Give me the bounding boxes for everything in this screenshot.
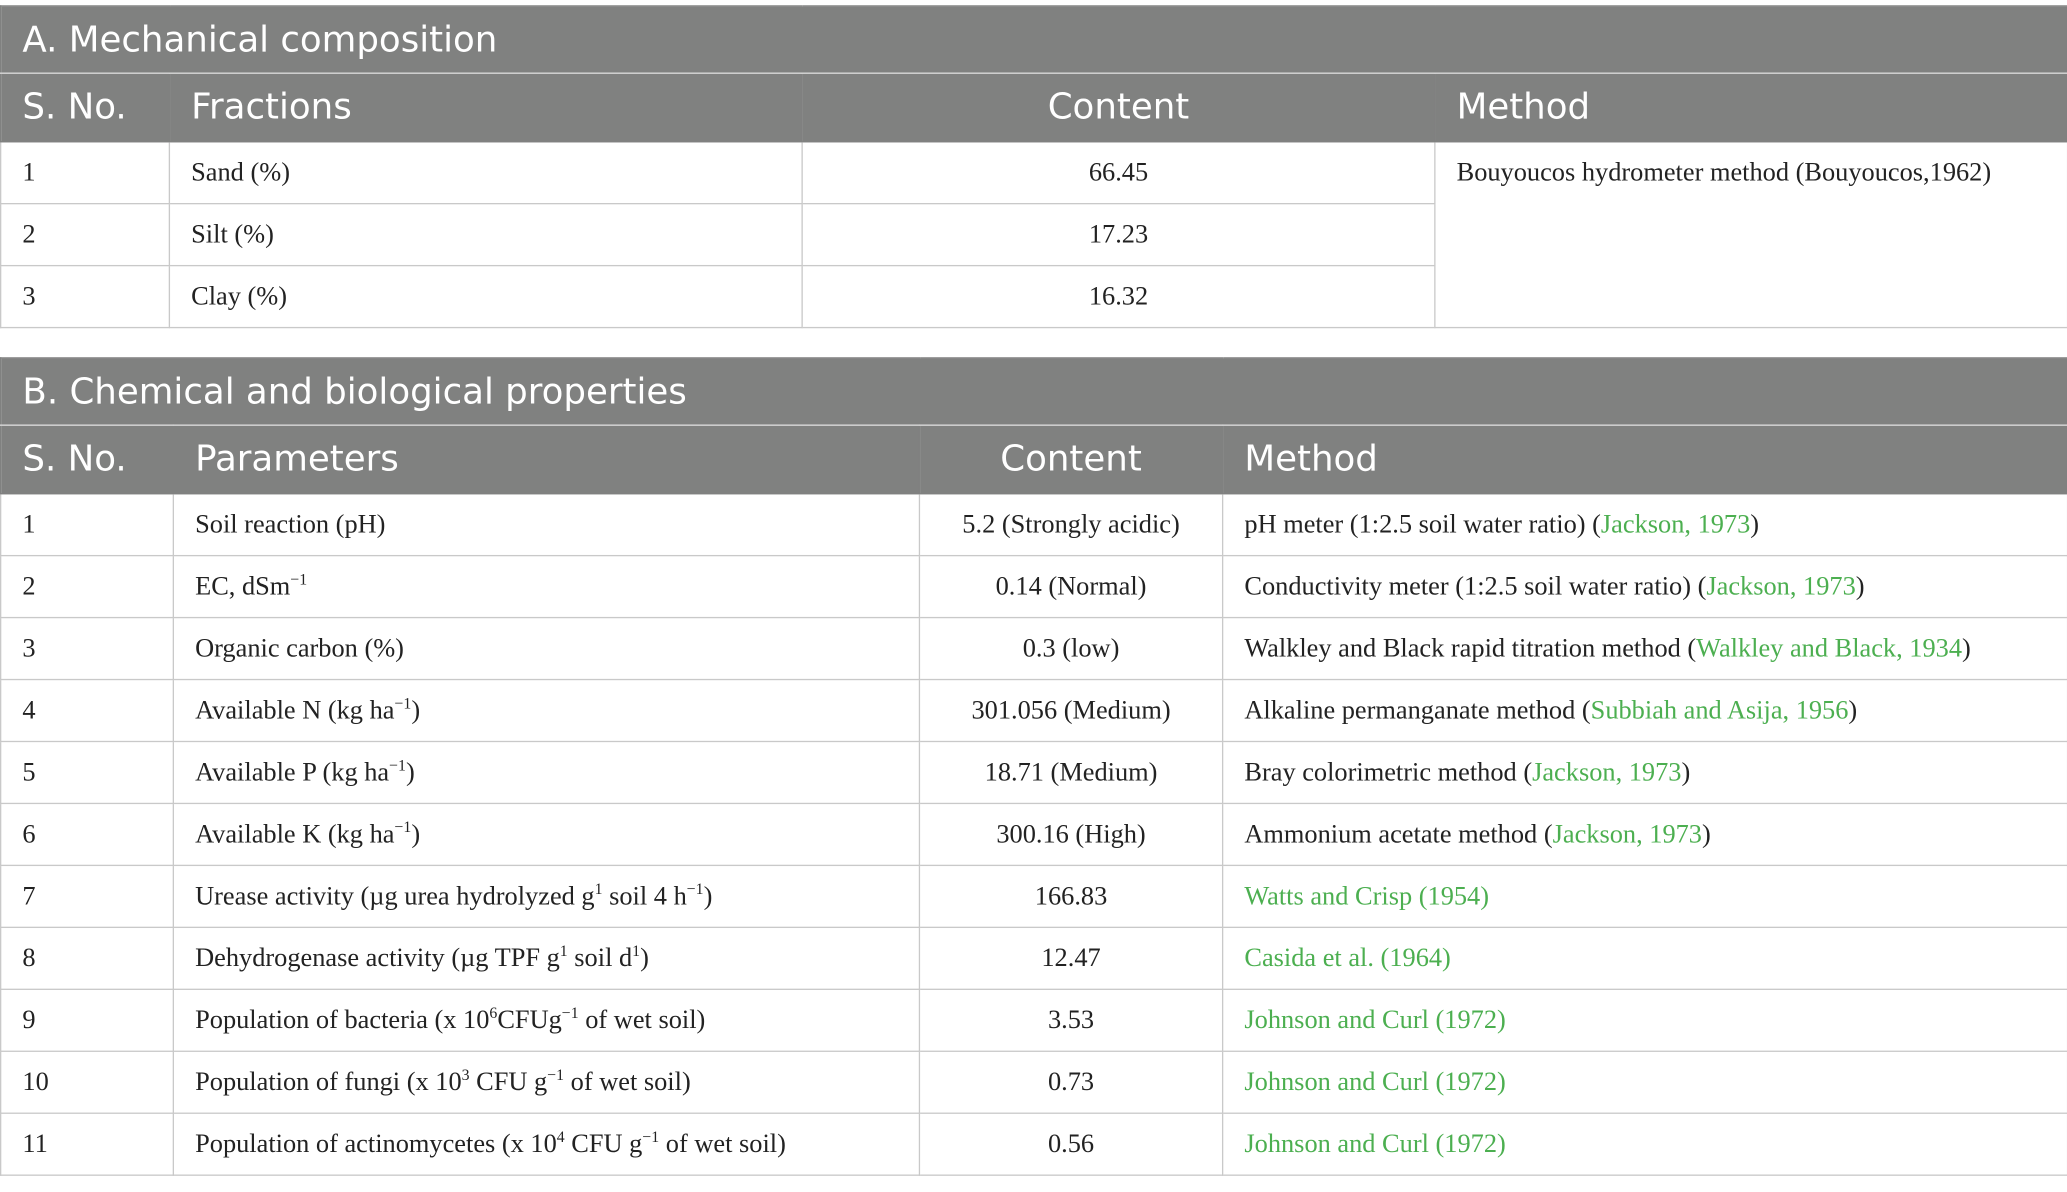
cell-parameter xyxy=(173,927,919,989)
citation-link[interactable]: Casida et al. (1964) xyxy=(1244,943,1451,973)
cell-content: 18.71 (Medium) xyxy=(919,741,1222,803)
param-text-end: ) xyxy=(703,881,713,911)
cell-content: 301.056 (Medium) xyxy=(919,680,1222,742)
cell-method: Bouyoucos hydrometer method (Bouyoucos,1962) xyxy=(1435,142,2067,328)
param-superscript: −1 xyxy=(290,569,308,588)
cell-content: 17.23 xyxy=(802,204,1435,266)
cell-content: 3.53 xyxy=(919,989,1222,1051)
cell-fraction: Silt (%) xyxy=(169,204,802,266)
citation-link[interactable]: Jackson, 1973 xyxy=(1706,571,1856,601)
header-method: Method xyxy=(1435,73,2067,142)
method-text-end: ) xyxy=(1962,633,1971,663)
header-parameters: Parameters xyxy=(173,425,919,494)
table-row xyxy=(1,142,2067,204)
citation-link[interactable]: Johnson and Curl (1972) xyxy=(1244,1067,1506,1097)
param-superscript: −1 xyxy=(394,817,412,836)
cell-method xyxy=(1223,865,2067,927)
param-superscript: −1 xyxy=(389,755,406,774)
cell-content: 16.32 xyxy=(802,266,1435,328)
cell-parameter xyxy=(173,865,919,927)
method-text: pH meter (1:2.5 soil water ratio) ( xyxy=(1244,509,1601,539)
cell-method xyxy=(1223,1113,2067,1175)
header-content: Content xyxy=(919,425,1222,494)
table-row xyxy=(1,1051,2067,1113)
table-row xyxy=(1,1113,2067,1175)
method-text: Ammonium acetate method ( xyxy=(1244,819,1553,849)
section-a-title: A. Mechanical composition xyxy=(1,6,2067,73)
cell-sno: 2 xyxy=(1,204,170,266)
cell-method xyxy=(1223,927,2067,989)
citation-link[interactable]: Watts and Crisp (1954) xyxy=(1244,881,1490,911)
param-superscript: 4 xyxy=(556,1126,565,1146)
cell-parameter: Organic carbon (%) xyxy=(173,618,919,680)
param-text-end: ) xyxy=(405,757,415,787)
param-superscript: −1 xyxy=(394,693,412,712)
param-text: Population of fungi (x 10 xyxy=(195,1067,462,1097)
header-method: Method xyxy=(1223,425,2067,494)
cell-content: 66.45 xyxy=(802,142,1435,204)
param-superscript: 3 xyxy=(461,1064,470,1084)
citation-link[interactable]: Johnson and Curl (1972) xyxy=(1244,1129,1506,1159)
citation-link[interactable]: Subbiah and Asija, 1956 xyxy=(1590,695,1849,725)
cell-sno: 1 xyxy=(1,494,174,556)
param-superscript: −1 xyxy=(547,1064,565,1084)
cell-parameter xyxy=(173,803,919,865)
section-b-title: B. Chemical and biological properties xyxy=(1,358,2067,425)
cell-content: 0.3 (low) xyxy=(919,618,1222,680)
table-row xyxy=(1,556,2067,618)
cell-content: 166.83 xyxy=(919,865,1222,927)
cell-parameter xyxy=(173,989,919,1051)
param-text: Available N (kg ha xyxy=(195,695,395,725)
table-row xyxy=(1,741,2067,803)
param-text-end: of wet soil) xyxy=(659,1129,786,1159)
header-content: Content xyxy=(802,73,1435,142)
cell-parameter xyxy=(173,680,919,742)
param-text-mid: CFU g xyxy=(469,1067,548,1097)
param-text: Available K (kg ha xyxy=(195,819,395,849)
cell-content: 300.16 (High) xyxy=(919,803,1222,865)
param-text-mid: soil 4 h xyxy=(602,881,687,911)
cell-content: 5.2 (Strongly acidic) xyxy=(919,494,1222,556)
param-text-mid: soil d xyxy=(567,943,633,973)
param-text: Population of actinomycetes (x 10 xyxy=(195,1129,557,1159)
cell-method xyxy=(1223,1051,2067,1113)
method-text: Alkaline permanganate method ( xyxy=(1244,695,1591,725)
cell-content: 0.73 xyxy=(919,1051,1222,1113)
method-text-end: ) xyxy=(1855,571,1865,601)
param-text: Urease activity (µg urea hydrolyzed g xyxy=(195,881,595,911)
cell-fraction: Sand (%) xyxy=(169,142,802,204)
method-text-end: ) xyxy=(1702,819,1711,849)
param-superscript: −1 xyxy=(561,1002,579,1022)
citation-link[interactable]: Johnson and Curl (1972) xyxy=(1244,1005,1506,1035)
table-mechanical-composition xyxy=(0,5,2067,328)
cell-sno: 1 xyxy=(1,142,170,204)
cell-method xyxy=(1223,680,2067,742)
header-sno: S. No. xyxy=(1,73,170,142)
cell-fraction: Clay (%) xyxy=(169,266,802,328)
method-text-end: ) xyxy=(1681,757,1691,787)
cell-sno: 8 xyxy=(1,927,174,989)
param-text: Available P (kg ha xyxy=(195,757,390,787)
cell-sno: 10 xyxy=(1,1051,174,1113)
cell-method xyxy=(1223,803,2067,865)
method-text-end: ) xyxy=(1750,509,1760,539)
cell-content: 0.14 (Normal) xyxy=(919,556,1222,618)
table-row xyxy=(1,680,2067,742)
method-text: Bray colorimetric method ( xyxy=(1244,757,1533,787)
param-text-end: ) xyxy=(411,695,421,725)
table-row xyxy=(1,989,2067,1051)
param-superscript: 1 xyxy=(559,940,568,960)
param-superscript: −1 xyxy=(642,1126,660,1146)
param-text: Population of bacteria (x 10 xyxy=(195,1005,490,1035)
cell-parameter xyxy=(173,1051,919,1113)
table-row xyxy=(1,927,2067,989)
cell-method xyxy=(1223,556,2067,618)
param-text-end: ) xyxy=(411,819,421,849)
method-text-end: ) xyxy=(1848,695,1858,725)
param-text-end: of wet soil) xyxy=(578,1005,706,1035)
cell-sno: 9 xyxy=(1,989,174,1051)
cell-sno: 7 xyxy=(1,865,174,927)
param-text-mid: CFU g xyxy=(564,1129,643,1159)
param-text: Dehydrogenase activity (µg TPF g xyxy=(195,943,560,973)
header-fractions: Fractions xyxy=(169,73,802,142)
cell-content: 0.56 xyxy=(919,1113,1222,1175)
cell-sno: 3 xyxy=(1,266,170,328)
param-text: EC, dSm xyxy=(195,571,291,601)
header-sno: S. No. xyxy=(1,425,174,494)
param-superscript: −1 xyxy=(686,879,704,898)
cell-parameter xyxy=(173,556,919,618)
cell-sno: 11 xyxy=(1,1113,174,1175)
cell-parameter: Soil reaction (pH) xyxy=(173,494,919,556)
cell-sno: 5 xyxy=(1,741,174,803)
param-superscript: 1 xyxy=(594,879,603,898)
method-text: Walkley and Black rapid titration method ( xyxy=(1244,633,1697,663)
table-row xyxy=(1,618,2067,680)
cell-sno: 2 xyxy=(1,556,174,618)
citation-link[interactable]: Jackson, 1973 xyxy=(1532,757,1682,787)
table-row xyxy=(1,865,2067,927)
cell-parameter xyxy=(173,741,919,803)
table-row xyxy=(1,803,2067,865)
cell-sno: 3 xyxy=(1,618,174,680)
citation-link[interactable]: Walkley and Black, 1934 xyxy=(1696,633,1963,663)
cell-parameter xyxy=(173,1113,919,1175)
cell-method xyxy=(1223,741,2067,803)
param-text-mid: CFUg xyxy=(497,1005,562,1035)
cell-method xyxy=(1223,989,2067,1051)
param-superscript: 1 xyxy=(632,940,641,960)
table-chemical-biological xyxy=(0,357,2067,1176)
citation-link[interactable]: Jackson, 1973 xyxy=(1552,819,1703,849)
param-text-end: of wet soil) xyxy=(564,1067,691,1097)
cell-sno: 6 xyxy=(1,803,174,865)
param-superscript: 6 xyxy=(489,1002,498,1022)
table-row xyxy=(1,494,2067,556)
citation-link[interactable]: Jackson, 1973 xyxy=(1600,509,1751,539)
param-text-end: ) xyxy=(640,943,649,973)
method-text: Conductivity meter (1:2.5 soil water ratio) ( xyxy=(1244,571,1707,601)
cell-method xyxy=(1223,618,2067,680)
cell-method xyxy=(1223,494,2067,556)
cell-content: 12.47 xyxy=(919,927,1222,989)
cell-sno: 4 xyxy=(1,680,174,742)
